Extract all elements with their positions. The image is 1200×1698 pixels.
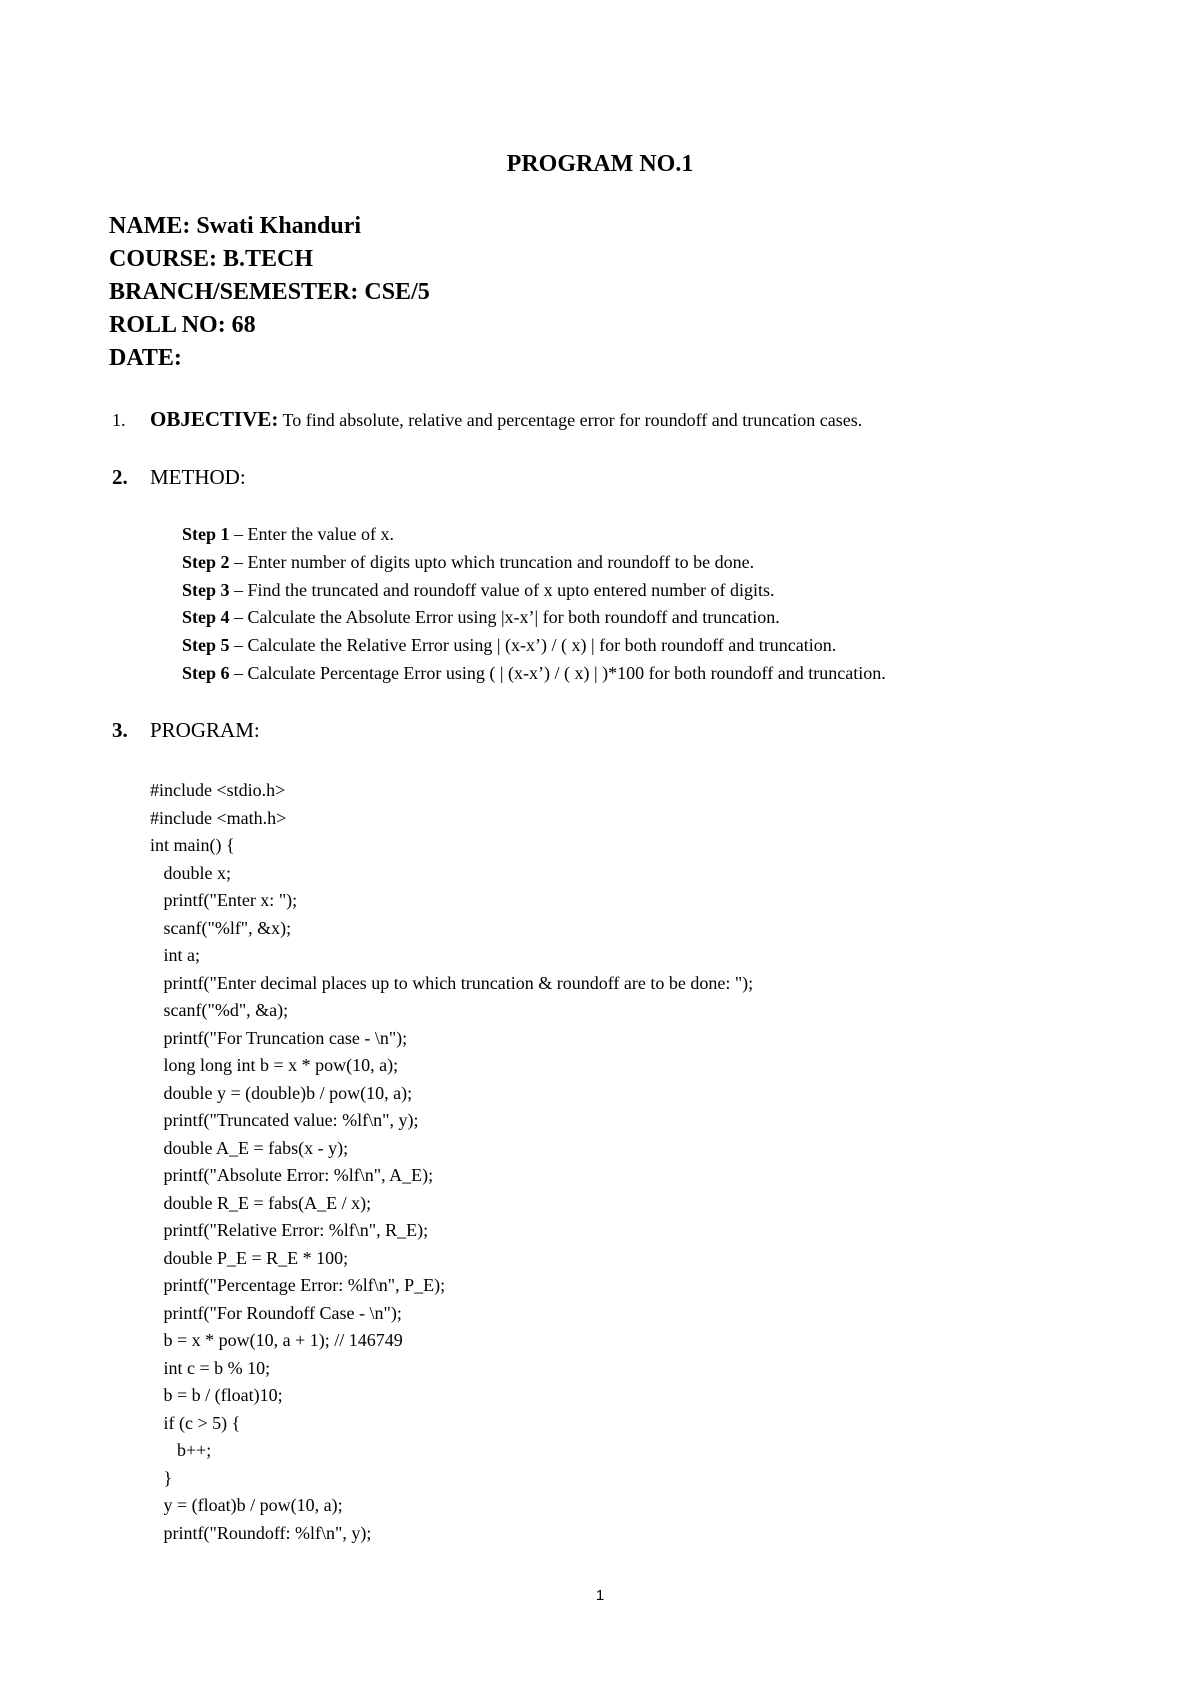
objective-text: To find absolute, relative and percentage error for roundoff and truncation cases. [278, 410, 863, 430]
code-line: long long int b = x * pow(10, a); [150, 1055, 399, 1075]
step-item [182, 549, 886, 577]
step-label: Step 6 [182, 662, 230, 683]
code-line: printf("For Roundoff Case - \n"); [150, 1302, 402, 1323]
code-line: double R_E = fabs(A_E / x); [150, 1192, 372, 1213]
program-number: 3. [112, 718, 128, 742]
method-section [112, 465, 246, 490]
step-text: – Calculate Percentage Error using ( | (x-x’) / ( x) | )*100 for both roundoff and truncation. [229, 662, 886, 683]
code-line: double A_E = fabs(x - y); [150, 1137, 349, 1158]
info-roll-no: ROLL NO: 68 [109, 312, 256, 338]
code-line: y = (float)b / pow(10, a); [150, 1495, 343, 1515]
step-label: Step 5 [182, 635, 230, 656]
step-item [182, 632, 886, 660]
code-line: double P_E = R_E * 100; [150, 1247, 349, 1268]
page-number: 1 [595, 1587, 605, 1604]
program-section [112, 718, 260, 743]
step-item [182, 660, 886, 688]
method-heading: METHOD: [150, 465, 246, 489]
step-text: – Calculate the Relative Error using | (x-x’) / ( x) | for both roundoff and truncation. [229, 635, 837, 656]
code-line: printf("Absolute Error: %lf\n", A_E); [150, 1165, 434, 1185]
code-line: b++; [150, 1440, 212, 1460]
code-line: printf("For Truncation case - \n"); [150, 1027, 408, 1048]
step-label: Step 3 [182, 579, 230, 600]
code-line: printf("Roundoff: %lf\n", y); [150, 1522, 372, 1543]
code-line: double x; [150, 862, 231, 883]
code-line: b = b / (float)10; [150, 1385, 283, 1405]
step-item [182, 577, 886, 605]
info-branch-semester: BRANCH/SEMESTER: CSE/5 [109, 279, 430, 305]
program-heading: PROGRAM: [150, 718, 260, 742]
step-item [182, 521, 886, 549]
step-label: Step 1 [182, 524, 230, 544]
objective-section [112, 407, 862, 432]
code-line: #include <math.h> [150, 807, 287, 828]
step-label: Step 2 [182, 551, 230, 572]
step-text: – Calculate the Absolute Error using |x-x’| for both roundoff and truncation. [229, 607, 780, 628]
objective-heading: OBJECTIVE: [150, 407, 279, 431]
code-line: int main() { [150, 835, 235, 855]
step-label: Step 4 [182, 607, 230, 628]
step-text: – Find the truncated and roundoff value of x upto entered number of digits. [229, 579, 775, 600]
code-line: scanf("%lf", &x); [150, 917, 292, 938]
method-steps [182, 521, 886, 688]
code-line: printf("Relative Error: %lf\n", R_E); [150, 1220, 429, 1240]
code-line: b = x * pow(10, a + 1); // 146749 [150, 1330, 403, 1350]
code-line: if (c > 5) { [150, 1412, 241, 1433]
step-text: – Enter the value of x. [229, 524, 394, 544]
info-name: NAME: Swati Khanduri [109, 213, 362, 239]
objective-number: 1. [112, 410, 126, 430]
code-listing [150, 777, 753, 1547]
step-item [182, 604, 886, 632]
code-line: printf("Truncated value: %lf\n", y); [150, 1110, 419, 1130]
page-title: PROGRAM NO.1 [506, 151, 694, 177]
info-date: DATE: [109, 345, 182, 371]
code-line: int a; [150, 945, 200, 965]
code-line: printf("Percentage Error: %lf\n", P_E); [150, 1275, 446, 1295]
info-course: COURSE: B.TECH [109, 246, 314, 272]
step-text: – Enter number of digits upto which truncation and roundoff to be done. [229, 551, 755, 572]
student-info [109, 210, 430, 375]
code-line: } [150, 1467, 173, 1488]
code-line: int c = b % 10; [150, 1357, 271, 1378]
code-line: printf("Enter decimal places up to which truncation & roundoff are to be done: "); [150, 972, 754, 993]
code-line: double y = (double)b / pow(10, a); [150, 1082, 413, 1103]
method-number: 2. [112, 465, 128, 489]
code-line: scanf("%d", &a); [150, 1000, 289, 1020]
code-line: printf("Enter x: "); [150, 890, 298, 910]
code-line: #include <stdio.h> [150, 780, 286, 800]
